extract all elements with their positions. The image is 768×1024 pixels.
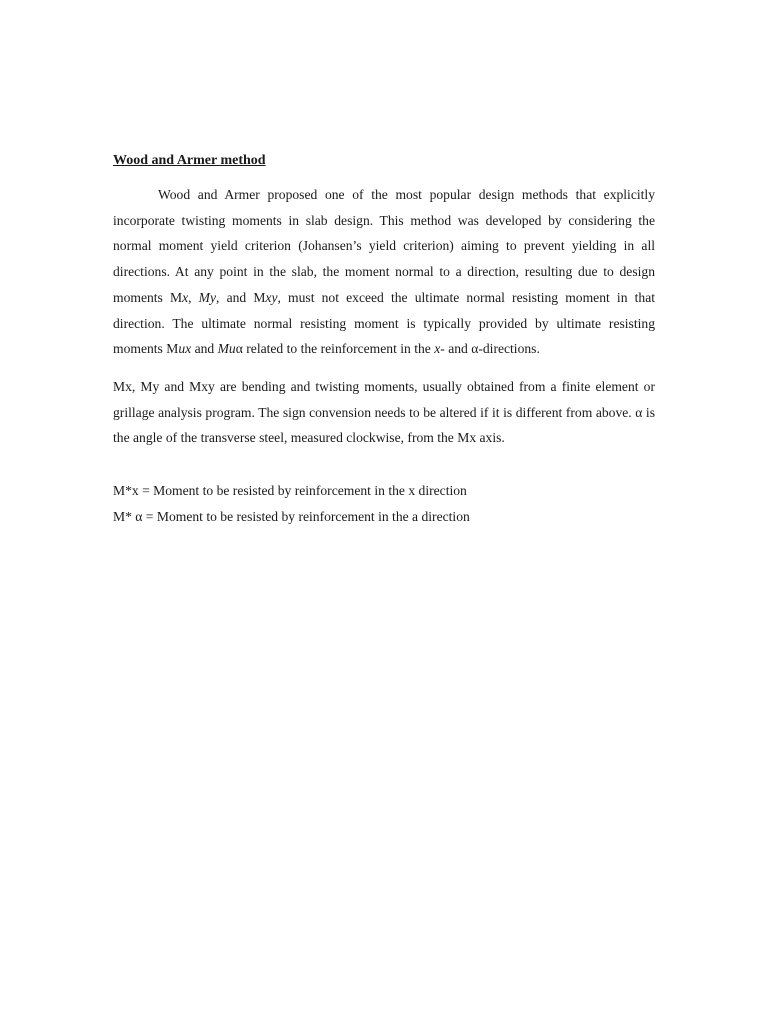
- mu-symbol: Mu: [217, 341, 236, 357]
- paragraph-intro-text: Wood and Armer proposed one of the most popular design methods that explicitly incorporate twisting moments in slab design. This method was developed by considering the normal moment yield criterion (Johansen’s yield criterion) aiming to prevent yielding in all directions. At any point in the slab, the moment normal to a direction, resulting due to design moments M: [113, 187, 655, 305]
- definitions-list: [113, 478, 655, 530]
- mx-subscript: x: [182, 289, 189, 305]
- paragraph-intro: [113, 182, 655, 362]
- separator-1: ,: [188, 289, 199, 305]
- mxy-subscript: xy: [265, 289, 278, 305]
- alpha-rest-text: α related to the reinforcement in the: [235, 341, 435, 357]
- separator-2: , and M: [216, 289, 266, 305]
- document-body: [113, 150, 655, 530]
- mux-subscript: ux: [178, 341, 192, 357]
- and-word: and: [191, 341, 218, 357]
- paragraph-intro-end: - and α-directions.: [440, 341, 540, 357]
- definition-malpha: M* α = Moment to be resisted by reinforcement in the a direction: [113, 509, 470, 525]
- x-direction-symbol: x: [434, 341, 441, 357]
- paragraph-moments: Mx, My and Mxy are bending and twisting moments, usually obtained from a finite element or grillage analysis program. The sign convension needs to be altered if it is different from above. α is the angle of the transverse steel, measured clockwise, from the Mx axis.: [113, 378, 655, 446]
- paragraph-intro-middle: , must not exceed the ultimate normal resisting moment in that direction. The ultimate normal resisting moment is typically provided by ultimate resisting moments M: [113, 289, 656, 357]
- section-heading: Wood and Armer method: [113, 153, 266, 168]
- definition-mx: M*x = Moment to be resisted by reinforcement in the x direction: [113, 483, 467, 499]
- my-symbol: My: [198, 289, 217, 305]
